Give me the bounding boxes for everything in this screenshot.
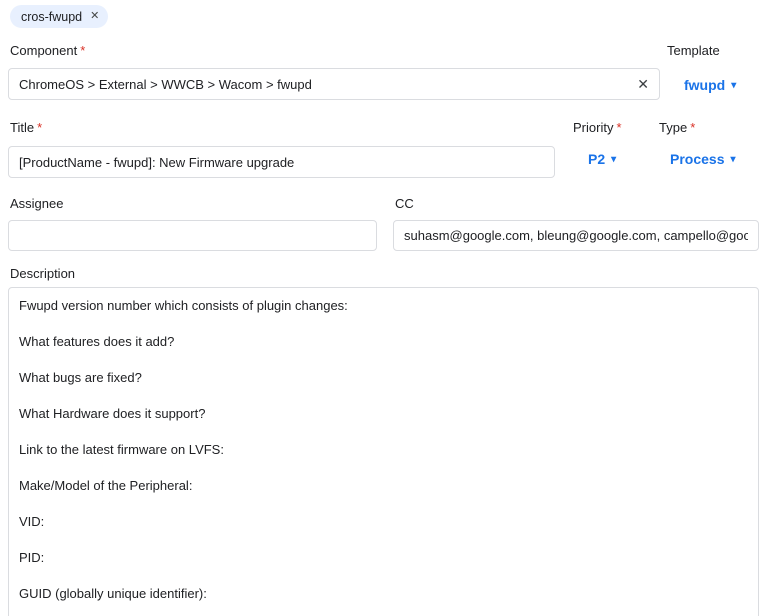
chevron-down-icon: ▾ [730,154,736,165]
description-textarea[interactable] [8,287,759,616]
component-label [10,43,85,58]
title-input[interactable] [8,146,555,178]
cc-label: CC [395,196,414,211]
template-value: fwupd [684,77,726,93]
cc-input[interactable] [393,220,759,251]
title-label-text: Title [10,120,35,135]
chevron-down-icon: ▾ [611,154,617,165]
chip-label: cros-fwupd [21,9,83,24]
required-asterisk: * [616,120,622,135]
priority-value: P2 [588,151,606,167]
type-label-text: Type [659,120,688,135]
type-value: Process [670,151,725,167]
required-asterisk: * [80,43,86,58]
title-field [8,146,555,178]
assignee-field [8,220,377,251]
required-asterisk: * [37,120,43,135]
component-field [8,68,660,100]
chevron-down-icon: ▾ [731,80,737,91]
priority-dropdown[interactable] [588,151,616,167]
assignee-label: Assignee [10,196,64,211]
type-dropdown[interactable] [670,151,736,167]
priority-label [573,120,622,135]
component-input[interactable] [8,68,660,100]
title-label [10,120,42,135]
chip-close-icon[interactable]: ✕ [90,10,100,22]
required-asterisk: * [690,120,696,135]
cc-field [393,220,759,251]
description-label: Description [10,266,76,281]
assignee-input[interactable] [8,220,377,251]
component-clear-icon[interactable]: ✕ [637,76,649,92]
component-label-text: Component [10,43,78,58]
template-dropdown[interactable] [684,77,736,93]
hotlist-chip-cros-fwupd[interactable] [10,5,108,28]
priority-label-text: Priority [573,120,614,135]
template-label: Template [667,43,720,58]
type-label [659,120,695,135]
